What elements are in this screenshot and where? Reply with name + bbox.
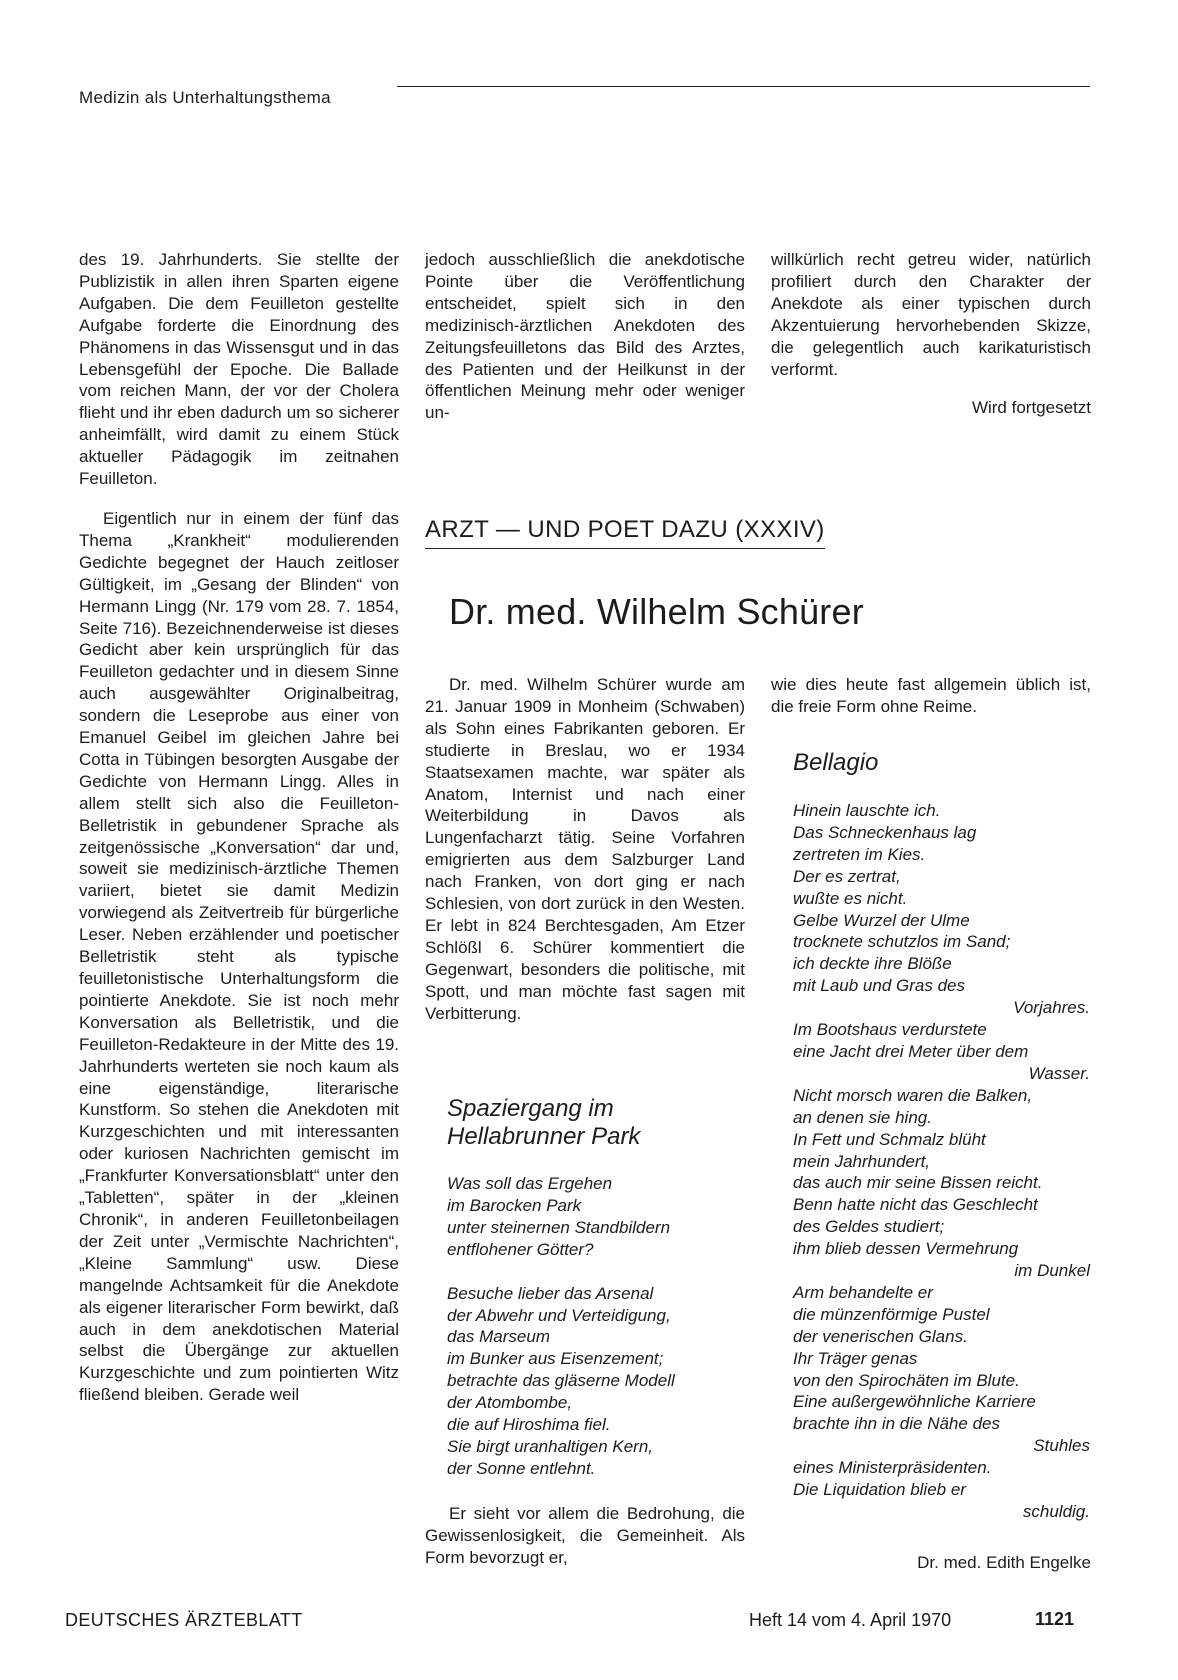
column-1-text bbox=[79, 249, 399, 1406]
poem-body bbox=[447, 1173, 747, 1480]
poem-title: Bellagio bbox=[793, 749, 879, 776]
poem-line: von den Spirochäten im Blute. bbox=[793, 1370, 1020, 1390]
poem-line: Benn hatte nicht das Geschlecht bbox=[793, 1195, 1038, 1215]
paragraph: jedoch ausschließlich die anekdotische Pointe über die Veröffentlichung entscheidet, spielt sich in den medizinisch-ärztlichen Anekdoten des Zeitungsfeuilletons das Bild des Arztes, des Patienten und der Heilkunst in der öffentlichen Meinung mehr oder weniger un- bbox=[425, 250, 745, 423]
stanza bbox=[447, 1173, 747, 1261]
section-kicker: ARZT — UND POET DAZU (XXXIV) bbox=[425, 516, 825, 549]
column-2-tail bbox=[425, 1503, 745, 1569]
poem-line: die auf Hiroshima fiel. bbox=[447, 1415, 611, 1435]
poem-line: Das Schneckenhaus lag bbox=[793, 822, 977, 842]
paragraph: Dr. med. Wilhelm Schürer wurde am 21. Januar 1909 in Monheim (Schwaben) als Sohn eines Fabrikanten geboren. Er studierte in Breslau, wo er 1934 Staatsexamen machte, war später als Anatom, Internist und nach einer Weiterbildung in Davos als Lungenfacharzt tätig. Seine Vorfahren emigrierten aus dem Salzburger Land nach Franken, von dort ging er nach Schlesien, von dort zurück in den Westen. Er lebt in 824 Berchtesgaden, Am Etzer Schlößl 6. Schürer kommentiert die Gegenwart, besonders die politische, mit Spott, und man möchte fast sagen mit Verbitterung. bbox=[425, 675, 745, 1023]
poem-line: Die Liquidation blieb er bbox=[793, 1480, 966, 1500]
biography bbox=[425, 674, 745, 1025]
poem-line: Eine außergewöhnliche Karriere bbox=[793, 1392, 1036, 1412]
author-signature: Dr. med. Edith Engelke bbox=[917, 1553, 1091, 1572]
poem-line: Ihr Träger genas bbox=[793, 1348, 918, 1368]
page-number: 1121 bbox=[1035, 1609, 1075, 1629]
poem-line: Besuche lieber das Arsenal bbox=[447, 1283, 654, 1303]
poem-line: das auch mir seine Bissen reicht. bbox=[793, 1173, 1043, 1193]
poem-line: ich deckte ihre Blöße bbox=[793, 954, 952, 974]
poem-line: zertreten im Kies. bbox=[793, 844, 926, 864]
poem-line: trocknete schutzlos im Sand; bbox=[793, 932, 1011, 952]
poem-title-line: Hellabrunner Park bbox=[447, 1123, 641, 1150]
poem-line: die münzenförmige Pustel bbox=[793, 1304, 990, 1324]
paragraph: wie dies heute fast allgemein üblich ist, die freie Form ohne Reime. bbox=[771, 675, 1091, 716]
column-3-continuation bbox=[771, 249, 1091, 380]
paragraph: Er sieht vor allem die Bedrohung, die Gewissenlosigkeit, die Gemeinheit. Als Form bevorzugt er, bbox=[425, 1504, 745, 1567]
poem-line: Im Bootshaus verdurstete bbox=[793, 1020, 987, 1040]
poem-line: im Bunker aus Eisenzement; bbox=[447, 1349, 664, 1369]
poem-line: Gelbe Wurzel der Ulme bbox=[793, 910, 970, 930]
poem-line: Wasser. bbox=[1028, 1063, 1090, 1083]
poem-line: In Fett und Schmalz blüht bbox=[793, 1129, 986, 1149]
poem-line: mein Jahrhundert, bbox=[793, 1151, 931, 1171]
running-header: Medizin als Unterhaltungsthema bbox=[79, 88, 331, 107]
poem-line: eines Ministerpräsidenten. bbox=[793, 1458, 992, 1478]
column-2-continuation bbox=[425, 249, 745, 424]
poem-line: Stuhles bbox=[1033, 1436, 1090, 1456]
poem-line: der Abwehr und Verteidigung, bbox=[447, 1305, 671, 1325]
poem-line: unter steinernen Standbildern bbox=[447, 1217, 671, 1237]
poem-line: im Dunkel bbox=[1014, 1261, 1090, 1281]
poem-line: brachte ihn in die Nähe des bbox=[793, 1414, 1000, 1434]
poem-line: entflohener Götter? bbox=[447, 1239, 594, 1259]
poem-title-line: Spaziergang im bbox=[447, 1095, 614, 1122]
poem-line: Nicht morsch waren die Balken, bbox=[793, 1085, 1033, 1105]
poem-line: an denen sie hing. bbox=[793, 1107, 932, 1127]
poem-body bbox=[793, 800, 1090, 1523]
footer-journal-name: DEUTSCHES ÄRZTEBLATT bbox=[65, 1610, 303, 1630]
poem-title bbox=[447, 1095, 640, 1151]
poem-line: ihm blieb dessen Vermehrung bbox=[793, 1239, 1019, 1259]
poem-line: Der es zertrat, bbox=[793, 866, 901, 886]
poem-line: Sie birgt uranhaltigen Kern, bbox=[447, 1436, 654, 1456]
poem-line: des Geldes studiert; bbox=[793, 1217, 945, 1237]
header-rule bbox=[397, 86, 1090, 87]
poem-line: der Sonne entlehnt. bbox=[447, 1458, 596, 1478]
poem-line: schuldig. bbox=[1022, 1502, 1090, 1521]
paragraph: Eigentlich nur in einem der fünf das Thema „Krankheit“ modulierenden Gedichte begegnet der Hauch zeitloser Gültigkeit, im „Gesang der Blinden“ von Hermann Lingg (Nr. 179 vom 28. 7. 1854, Seite 716). Bezeichnenderweise ist dieses Gedicht aber kein ursprünglich für das Feuilleton gedachter und in diesem Sinne auch ausgewählter Originalbeitrag, sondern die Leseprobe aus einer von Emanuel Geibel im gleichen Jahre bei Cotta in Tübingen besorgten Ausgabe der Gedichte von Hermann Lingg. Alles in allem stellt sich also die Feuilleton-Belletristik in gebundener Sprache als zeitgenössische „Konversation“ dar und, soweit sie medizinisch-ärztliche Themen variiert, bietet sie damit Medizin vorwiegend als Zeitvertreib für bürgerliche Leser. Neben erzählender und poetischer Belletristik steht als typische feuilletonistische Unterhaltungsform die pointierte Anekdote. Sie ist noch mehr Konversation als Belletristik, und die Feuilleton-Redakteure in der Mitte des 19. Jahrhunderts werteten sie noch kaum als eine eigenständige, literarische Kunstform. So stehen die Anekdoten mit Kurzgeschichten und mit interessanten oder kuriosen Nachrichten gemischt im „Frankfurter Konversationsblatt“ unter den „Tabletten“, später in der „kleinen Chronik“, in anderen Feuilletonbeilagen der Zeit unter „Vermischte Nachrichten“, „Kleine Sammlung“ usw. Diese mangelnde Achtsamkeit für die Anekdote als eigener literarischer Form bewirkt, daß auch in dem anekdotischen Material selbst die Übergänge zur aktuellen Kurzgeschichte und zum pointierten Witz fließend bleiben. Gerade weil bbox=[79, 508, 399, 1405]
poem-line: Vorjahres. bbox=[1013, 998, 1090, 1018]
paragraph: des 19. Jahrhunderts. Sie stellte der Publizistik in allen ihren Sparten eigene Aufgaben. Die dem Feuilleton gestellte Aufgabe forderte die Einordnung des Phänomens in das Wissensgut und in das Lebensgefühl der Epoche. Die Ballade vom reichen Mann, der vor der Cholera flieht und ihr eben dadurch um so sicherer anheimfällt, wird damit zu einem Stück aktueller Pädagogik im zeitnahen Feuilleton. bbox=[79, 250, 399, 489]
poem-line: mit Laub und Gras des bbox=[793, 976, 965, 996]
poem-line: im Barocken Park bbox=[447, 1195, 582, 1215]
article-title: Dr. med. Wilhelm Schürer bbox=[449, 591, 864, 632]
footer-issue-info: Heft 14 vom 4. April 1970 bbox=[749, 1610, 952, 1630]
column-3-intro bbox=[771, 674, 1091, 718]
poem-line: Arm behandelte er bbox=[793, 1282, 933, 1302]
poem-line: eine Jacht drei Meter über dem bbox=[793, 1041, 1029, 1061]
poem-line: der Atombombe, bbox=[447, 1393, 573, 1413]
poem-line: das Marseum bbox=[447, 1327, 550, 1347]
poem-line: Was soll das Ergehen bbox=[447, 1174, 613, 1193]
poem-line: wußte es nicht. bbox=[793, 888, 908, 908]
poem-line: der venerischen Glans. bbox=[793, 1326, 968, 1346]
stanza bbox=[447, 1283, 747, 1480]
continued-note: Wird fortgesetzt bbox=[971, 398, 1091, 417]
paragraph: willkürlich recht getreu wider, natürlich profiliert durch den Charakter der Anekdote als einer typischen durch Akzentuierung hervorhebenden Skizze, die gelegentlich auch karikaturistisch verformt. bbox=[771, 250, 1091, 379]
poem-line: Hinein lauschte ich. bbox=[793, 801, 941, 820]
poem-line: betrachte das gläserne Modell bbox=[447, 1371, 675, 1391]
